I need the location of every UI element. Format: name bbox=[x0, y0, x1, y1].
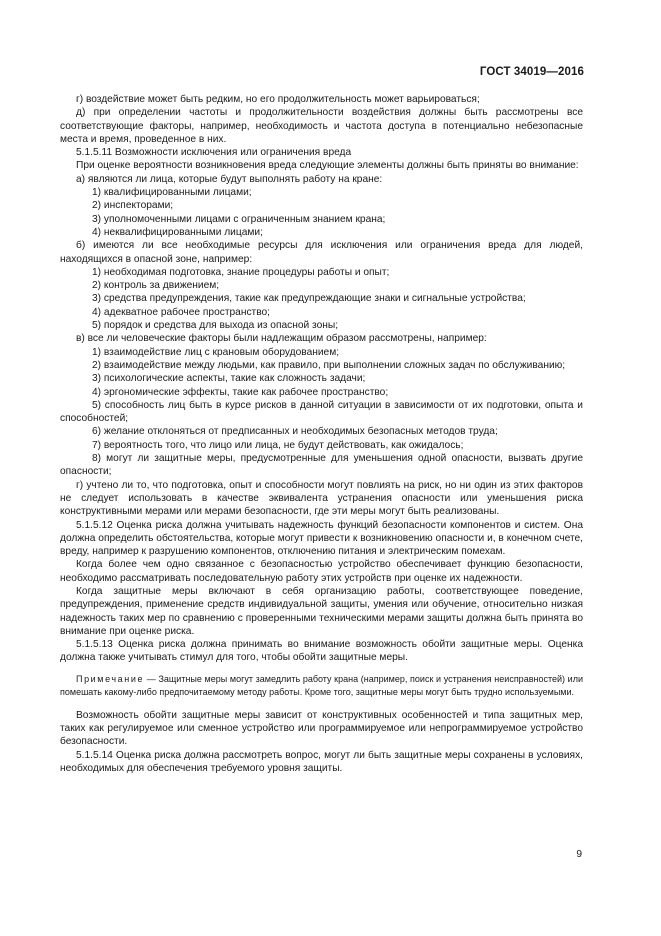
paragraph-item-d: д) при определении частоты и продолжительности воздействия должны быть рассмотрены все соответствующие факторы, например, необходимость и частота доступа в потенциально небезопасные места и время, проведенное в них. bbox=[60, 107, 583, 145]
paragraph: Когда более чем одно связанное с безопасностью устройство обеспечивает функцию безопасности, необходимо рассматривать последовательную работу этих устройств при оценке их надежности. bbox=[60, 559, 583, 584]
sublist-item: 3) уполномоченными лицами с ограниченным знанием крана; bbox=[92, 213, 386, 225]
section-5-1-5-14: 5.1.5.14 Оценка риска должна рассмотреть вопрос, могут ли быть защитные меры сохранены в условиях, необходимых для обеспечения требуемого уровня защиты. bbox=[60, 749, 583, 774]
paragraph-intro: При оценке вероятности возникновения вреда следующие элементы должны быть приняты во внимание: bbox=[76, 160, 579, 172]
section-5-1-5-13: 5.1.5.13 Оценка риска должна принимать во внимание возможность обойти защитные меры. Оценка должна также учитывать стимул для того, чтобы обойти защитные меры. bbox=[60, 639, 583, 664]
sublist-item: 8) могут ли защитные меры, предусмотренные для уменьшения одной опасности, вызвать другие опасности; bbox=[60, 453, 583, 478]
sublist-item: 4) эргономические эффекты, такие как рабочее пространство; bbox=[92, 386, 389, 398]
sublist-item: 1) необходимая подготовка, знание процедуры работы и опыт; bbox=[92, 266, 390, 278]
sublist-item: 1) квалифицированными лицами; bbox=[92, 187, 252, 199]
page-number: 9 bbox=[576, 849, 582, 860]
document-code-header: ГОСТ 34019—2016 bbox=[479, 66, 584, 78]
sublist-item: 7) вероятность того, что лицо или лица, не будут действовать, как ожидалось; bbox=[92, 439, 464, 451]
section-heading-5-1-5-11: 5.1.5.11 Возможности исключения или ограничения вреда bbox=[76, 147, 352, 159]
document-body bbox=[60, 93, 583, 775]
sublist-item: 5) способность лиц быть в курсе рисков в данной ситуации в зависимости от их подготовки, опыта и способностей; bbox=[60, 399, 583, 425]
sublist-item: 3) психологические аспекты, такие как сложность задачи; bbox=[92, 373, 366, 385]
sublist-item: 3) средства предупреждения, такие как предупреждающие знаки и сигнальные устройства; bbox=[92, 293, 526, 305]
list-item-a: а) являются ли лица, которые будут выполнять работу на кране: bbox=[76, 173, 383, 185]
sublist-item: 6) желание отклоняться от предписанных и необходимых безопасных методов труда; bbox=[92, 426, 498, 438]
note-block bbox=[60, 673, 583, 699]
paragraph-item-g: г) воздействие может быть редким, но его продолжительность может варьироваться; bbox=[76, 94, 480, 105]
sublist-item: 2) инспекторами; bbox=[92, 200, 174, 212]
list-item-v: в) все ли человеческие факторы были надлежащим образом рассмотрены, например: bbox=[76, 333, 487, 345]
sublist-item: 5) порядок и средства для выхода из опасной зоны; bbox=[92, 320, 339, 332]
sublist-item: 2) взаимодействие между людьми, как правило, при выполнении сложных задач по обслуживанию; bbox=[92, 359, 566, 371]
sublist-item: 2) контроль за движением; bbox=[92, 280, 220, 292]
sublist-item: 4) неквалифицированными лицами; bbox=[92, 226, 263, 238]
paragraph: Возможность обойти защитные меры зависит от конструктивных особенностей и типа защитных мер, таких как регулируемое или сменное устройство или программируемое или непрограммируемое устройство безопасности. bbox=[60, 709, 583, 748]
sublist-item: 1) взаимодействие лиц с крановым оборудованием; bbox=[92, 346, 340, 358]
paragraph: Когда защитные меры включают в себя организацию работы, соответствующее поведение, предупреждения, применение средств индивидуальной защиты, умения или обучение, относительно низкая надежность таких мер по сравнению с проверенными техническими мерами защиты должна быть принята во внимание при оценке риска. bbox=[60, 585, 583, 637]
note-lead: Примечание bbox=[76, 673, 145, 684]
note-text: — Защитные меры могут замедлить работу крана (например, поиск и устранения неисправностей) или помешать какому-либо предпочитаемому методу работы. Кроме того, защитные меры могут быть трудно используемыми. bbox=[60, 673, 583, 697]
section-5-1-5-12: 5.1.5.12 Оценка риска должна учитывать надежность функций безопасности компонентов и систем. Она должна определить обстоятельства, которые могут привести к возникновению опасности и, в конечном счете, вреду, например к разрушению компонентов, отключению питания и электрическим помехам. bbox=[60, 519, 583, 558]
list-item-b: б) имеются ли все необходимые ресурсы для исключения или ограничения вреда для людей, находящихся в опасной зоне, например: bbox=[60, 240, 583, 265]
list-item-g2: г) учтено ли то, что подготовка, опыт и способности могут повлиять на риск, но ни один из этих факторов не следует использовать в качестве эквивалента устранения опасности или уменьшения риска конструктивными мерами или мерами безопасности, где эти меры могут быть реализованы. bbox=[60, 479, 583, 518]
sublist-item: 4) адекватное рабочее пространство; bbox=[92, 306, 271, 318]
